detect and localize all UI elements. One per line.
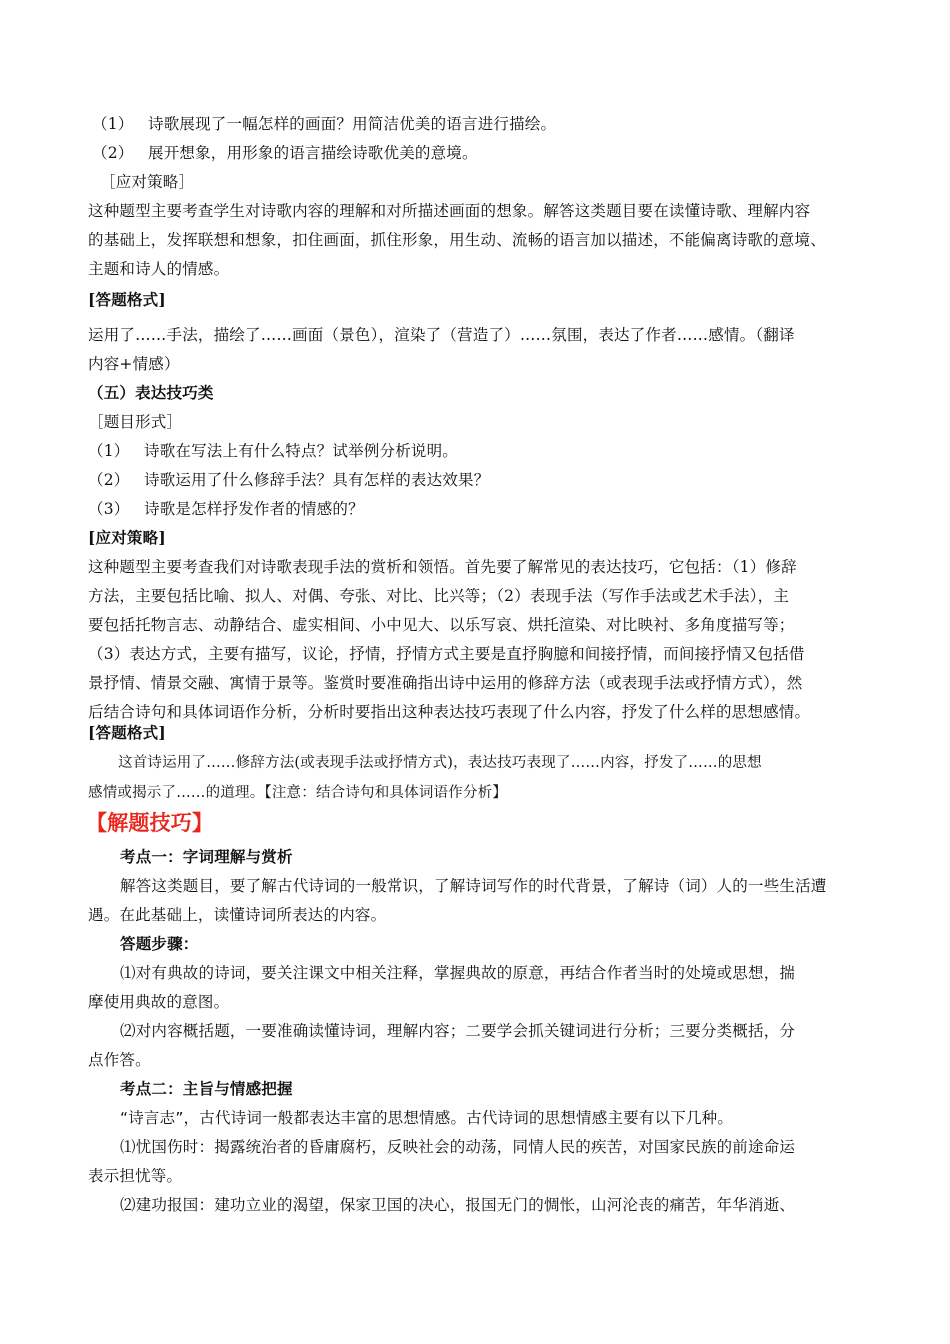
paragraph-line: 遇。在此基础上，读懂诗词所表达的内容。 bbox=[88, 906, 387, 924]
question-text: 诗歌运用了什么修辞手法？具有怎样的表达效果？ bbox=[144, 471, 490, 489]
step-line: ⑵对内容概括题，一要准确读懂诗词，理解内容；二要学会抓关键词进行分析；三要分类概括，分 bbox=[120, 1022, 796, 1040]
strategy-line: 后结合诗句和具体词语作分析，分析时要指出这种表达技巧表现了什么内容，抒发了什么样的思想感情。 bbox=[88, 703, 811, 721]
tips-title: 【解题技巧】 bbox=[86, 811, 214, 835]
format-line: 这首诗运用了……修辞方法(或表现手法或抒情方式)，表达技巧表现了……内容，抒发了……的思想 bbox=[118, 755, 762, 771]
question-text: 展开想象，用形象的语言描绘诗歌优美的意境。 bbox=[148, 144, 478, 162]
point-heading: 考点一：字词理解与赏析 bbox=[120, 848, 293, 866]
step-line: ⑴对有典故的诗词，要关注课文中相关注释，掌握典故的原意，再结合作者当时的处境或思想，揣 bbox=[120, 964, 796, 982]
strategy-heading: [应对策略] bbox=[88, 528, 166, 547]
form-heading: ［题目形式］ bbox=[88, 413, 183, 431]
question-number: （3） bbox=[88, 500, 130, 518]
paragraph-line: 解答这类题目，要了解古代诗词的一般常识，了解诗词写作的时代背景，了解诗（词）人的一些生活遭 bbox=[120, 877, 827, 895]
format-line: 内容+情感） bbox=[88, 355, 180, 373]
strategy-line: 方法，主要包括比喻、拟人、对偶、夸张、对比、比兴等；（2）表现手法（写作手法或艺术手法），主 bbox=[88, 587, 790, 605]
format-heading: [答题格式] bbox=[88, 290, 166, 309]
question-text: 诗歌展现了一幅怎样的画面？用简洁优美的语言进行描绘。 bbox=[148, 115, 557, 133]
strategy-line: 要包括托物言志、动静结合、虚实相间、小中见大、以乐写哀、烘托渲染、对比映衬、多角度描写等； bbox=[88, 616, 795, 634]
strategy-line: （3）表达方式，主要有描写，议论，抒情，抒情方式主要是直抒胸臆和间接抒情，而间接抒情又包括借 bbox=[88, 645, 805, 663]
question-text: 诗歌是怎样抒发作者的情感的？ bbox=[144, 500, 364, 518]
strategy-heading: ［应对策略］ bbox=[100, 173, 195, 191]
format-heading: [答题格式] bbox=[88, 723, 166, 742]
question-line bbox=[88, 497, 364, 521]
question-line bbox=[88, 468, 489, 492]
section-title: （五）表达技巧类 bbox=[88, 383, 214, 402]
steps-heading: 答题步骤： bbox=[120, 935, 199, 953]
question-number: （2） bbox=[88, 471, 130, 489]
emotion-line: 表示担忧等。 bbox=[88, 1167, 183, 1185]
format-line: 运用了……手法，描绘了……画面（景色），渲染了（营造了）……氛围，表达了作者……感情。（翻译 bbox=[88, 326, 795, 344]
question-number: （1） bbox=[88, 442, 130, 460]
strategy-line: 的基础上，发挥联想和想象，扣住画面，抓住形象，用生动、流畅的语言加以描述，不能偏离诗歌的意境、 bbox=[88, 231, 826, 249]
strategy-line: 这种题型主要考查我们对诗歌表现手法的赏析和领悟。首先要了解常见的表达技巧，它包括：（1）修辞 bbox=[88, 558, 797, 576]
paragraph-line: “诗言志”，古代诗词一般都表达丰富的思想情感。古代诗词的思想情感主要有以下几种。 bbox=[120, 1109, 734, 1127]
step-line: 点作答。 bbox=[88, 1051, 151, 1069]
question-line-2 bbox=[92, 141, 478, 165]
emotion-line: ⑵建功报国：建功立业的渴望，保家卫国的决心，报国无门的惆怅，山河沦丧的痛苦，年华消逝、 bbox=[120, 1196, 796, 1214]
question-number: （2） bbox=[92, 144, 134, 162]
question-line bbox=[88, 439, 458, 463]
format-line: 感情或揭示了……的道理。【注意：结合诗句和具体词语作分析】 bbox=[88, 785, 508, 801]
strategy-line: 这种题型主要考查学生对诗歌内容的理解和对所描述画面的想象。解答这类题目要在读懂诗歌、理解内容 bbox=[88, 202, 811, 220]
point-heading: 考点二：主旨与情感把握 bbox=[120, 1080, 293, 1098]
strategy-line: 主题和诗人的情感。 bbox=[88, 260, 230, 278]
emotion-line: ⑴忧国伤时：揭露统治者的昏庸腐朽，反映社会的动荡，同情人民的疾苦，对国家民族的前途命运 bbox=[120, 1138, 796, 1156]
step-line: 摩使用典故的意图。 bbox=[88, 993, 230, 1011]
question-line-1 bbox=[92, 112, 556, 136]
question-text: 诗歌在写法上有什么特点？试举例分析说明。 bbox=[144, 442, 459, 460]
question-number: （1） bbox=[92, 115, 134, 133]
strategy-line: 景抒情、情景交融、寓情于景等。鉴赏时要准确指出诗中运用的修辞方法（或表现手法或抒情方式），然 bbox=[88, 674, 803, 692]
